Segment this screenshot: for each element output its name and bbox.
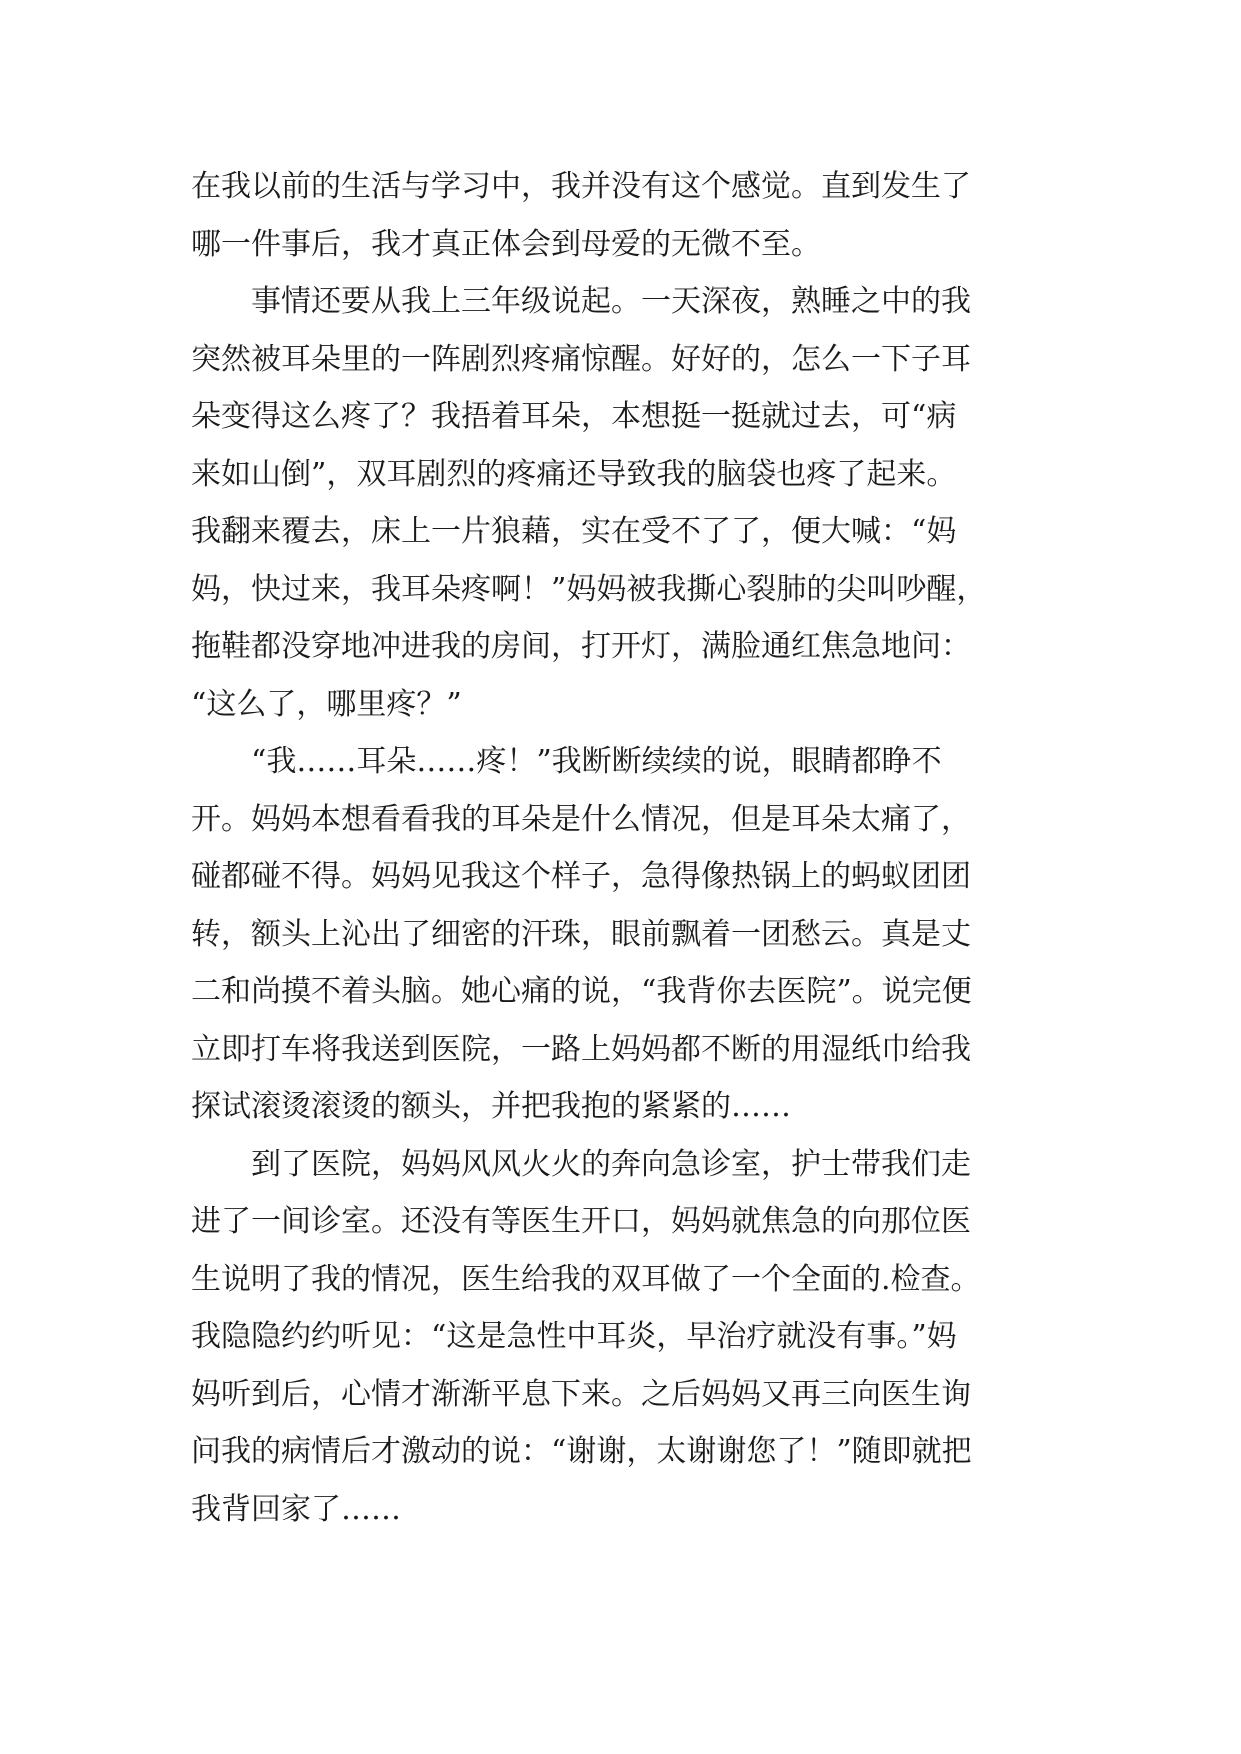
text-line: 问我的病情后才激动的说：“谢谢，太谢谢您了！”随即就把 bbox=[191, 1434, 972, 1469]
essay-body bbox=[191, 158, 1051, 1538]
text-line: 朵变得这么疼了？我捂着耳朵，本想挺一挺就过去，可“病 bbox=[191, 399, 957, 434]
text-line: 二和尚摸不着头脑。她心痛的说，“我背你去医院”。说完便 bbox=[191, 974, 972, 1009]
text-line: 来如山倒”，双耳剧烈的疼痛还导致我的脑袋也疼了起来。 bbox=[191, 456, 957, 492]
text-line: 我翻来覆去，床上一片狼藉，实在受不了了，便大喊：“妈 bbox=[191, 514, 957, 549]
text-line: 开。妈妈本想看看我的耳朵是什么情况，但是耳朵太痛了， bbox=[191, 801, 971, 837]
text-line: 我隐隐约约听见：“这是急性中耳炎，早治疗就没有事。”妈 bbox=[191, 1319, 957, 1354]
text-line: 转，额头上沁出了细密的汗珠，眼前飘着一团愁云。真是丈 bbox=[191, 916, 971, 952]
text-line: “这么了，哪里疼？” bbox=[191, 686, 462, 722]
text-line: 我背回家了…… bbox=[191, 1491, 401, 1527]
text-line: 在我以前的生活与学习中，我并没有这个感觉。直到发生了 bbox=[191, 169, 971, 204]
text-line: 妈听到后，心情才渐渐平息下来。之后妈妈又再三向医生询 bbox=[191, 1376, 971, 1412]
text-line: 事情还要从我上三年级说起。一天深夜，熟睡之中的我 bbox=[251, 284, 971, 319]
text-line: 到了医院，妈妈风风火火的奔向急诊室，护士带我们走 bbox=[251, 1146, 971, 1182]
text-line: 进了一间诊室。还没有等医生开口，妈妈就焦急的向那位医 bbox=[191, 1204, 971, 1239]
text-line: 拖鞋都没穿地冲进我的房间，打开灯，满脸通红焦急地问： bbox=[191, 629, 971, 664]
text-line: 妈，快过来，我耳朵疼啊！”妈妈被我撕心裂肺的尖叫吵醒， bbox=[191, 571, 987, 607]
text-line: 生说明了我的情况，医生给我的双耳做了一个全面的.检查。 bbox=[191, 1261, 981, 1297]
text-line: 立即打车将我送到医院，一路上妈妈都不断的用湿纸巾给我 bbox=[191, 1031, 971, 1067]
text-line: 突然被耳朵里的一阵剧烈疼痛惊醒。好好的，怎么一下子耳 bbox=[191, 341, 971, 377]
text-line: 碰都碰不得。妈妈见我这个样子，急得像热锅上的蚂蚁团团 bbox=[191, 859, 971, 894]
text-line: “我……耳朵……疼！”我断断续续的说，眼睛都睁不 bbox=[251, 744, 942, 779]
text-line: 探试滚烫滚烫的额头，并把我抱的紧紧的…… bbox=[191, 1089, 791, 1124]
text-line: 哪一件事后，我才真正体会到母爱的无微不至。 bbox=[191, 226, 821, 262]
